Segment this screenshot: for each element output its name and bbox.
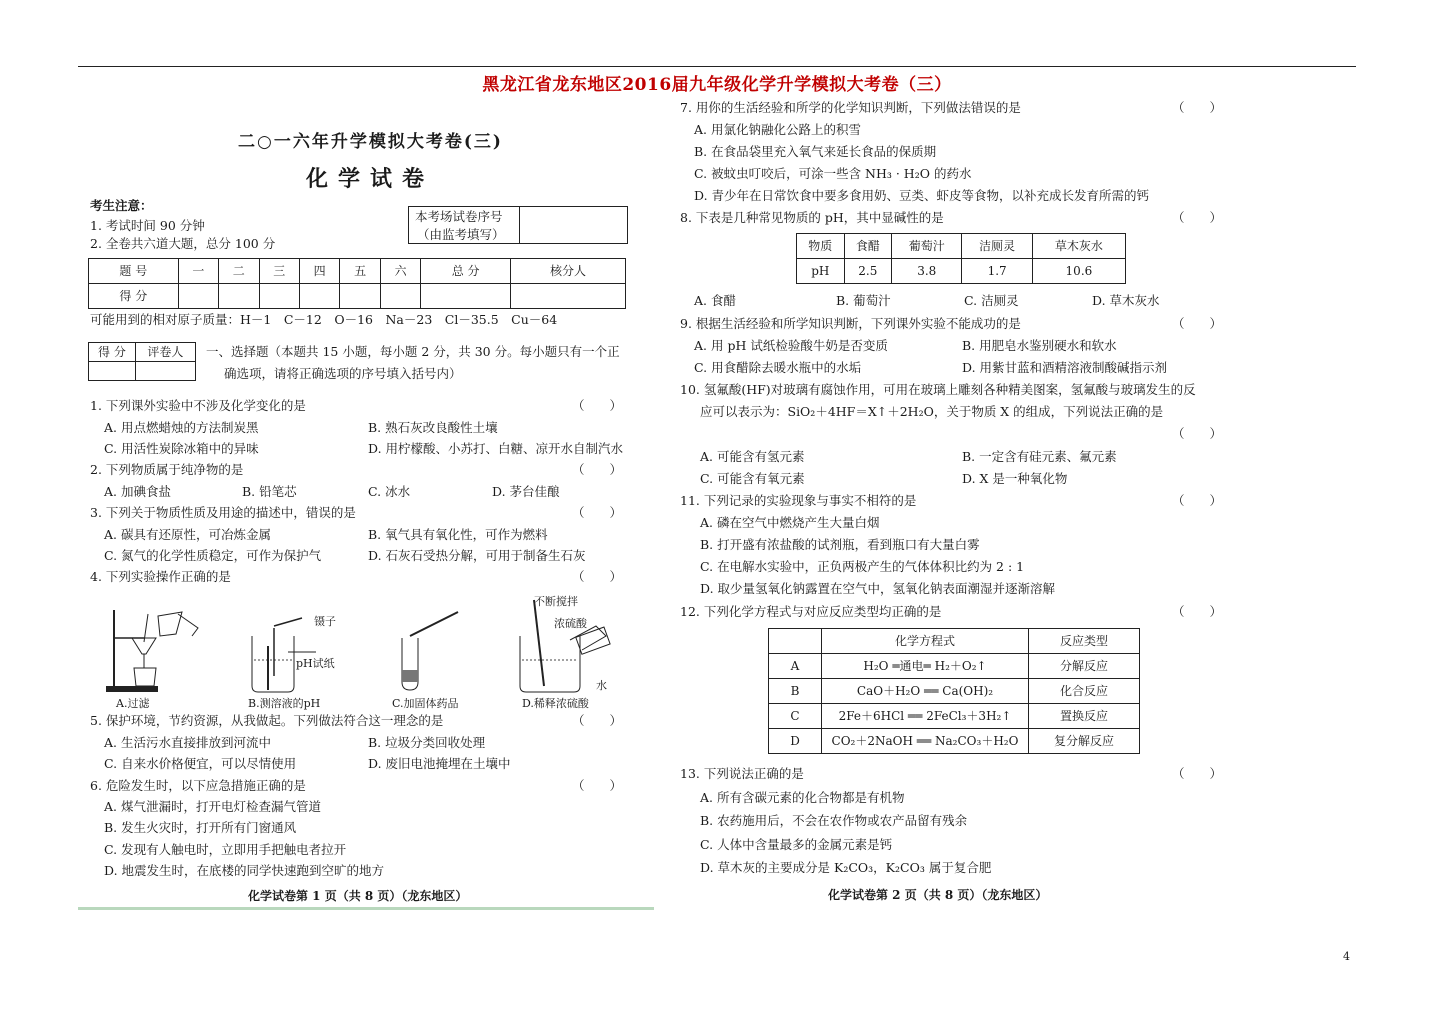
q9-option-a: A. 用 pH 试纸检验酸牛奶是否变质 (694, 338, 888, 353)
label-keep-stirring: 不断搅拌 (534, 595, 578, 608)
q3-option-d: D. 石灰石受热分解，可用于制备生石灰 (368, 548, 586, 563)
page-footer: 化学试卷第 1 页（共 8 页）（龙东地区） (248, 889, 468, 903)
equation-formula: H₂O ═通电═ H₂＋O₂↑ (822, 654, 1029, 679)
notice-heading: 考生注意： (90, 198, 153, 213)
answer-paren-12[interactable]: （ ） (1172, 604, 1223, 619)
q10-option-d: D. X 是一种氧化物 (962, 471, 1068, 486)
answer-paren-11[interactable]: （ ） (1172, 493, 1223, 508)
score-header-cell: 二 (219, 259, 259, 284)
question-13: 13. 下列说法正确的是 (680, 766, 804, 781)
ph-table-header: 物质 (797, 234, 845, 259)
equation-table-header: 化学方程式 (822, 629, 1029, 654)
ph-table-cell: pH (797, 259, 845, 284)
q2-option-c: C. 冰水 (368, 484, 411, 499)
q8-option-d: D. 草木灰水 (1092, 293, 1160, 308)
q13-option-b: B. 农药施用后，不会在农作物或农产品留有残余 (700, 813, 968, 828)
question-10: 10. 氢氟酸(HF)对玻璃有腐蚀作用，可用在玻璃上雕刻各种精美图案，氢氟酸与玻璃发生的反 (680, 382, 1196, 397)
q7-option-c: C. 被蚊虫叮咬后，可涂一些含 NH₃ · H₂O 的药水 (694, 166, 972, 181)
question-3: 3. 下列关于物质性质及用途的描述中，错误的是 (90, 505, 356, 520)
reaction-type: 化合反应 (1029, 679, 1140, 704)
score-header-cell: 六 (380, 259, 420, 284)
label-water: 水 (596, 679, 607, 692)
q5-option-d: D. 废旧电池掩埋在土壤中 (368, 756, 511, 771)
q10-option-c: C. 可能含有氧元素 (700, 471, 805, 486)
answer-paren-13[interactable]: （ ） (1172, 766, 1223, 781)
q11-option-c: C. 在电解水实验中，正负两极产生的气体体积比约为 2 : 1 (700, 559, 1025, 574)
question-12: 12. 下列化学方程式与对应反应类型均正确的是 (680, 604, 942, 619)
ph-table-header: 葡萄汁 (892, 234, 962, 259)
answer-paren-8[interactable]: （ ） (1172, 210, 1223, 225)
q3-option-c: C. 氮气的化学性质稳定，可作为保护气 (104, 548, 322, 563)
answer-paren-3[interactable]: （ ） (572, 505, 623, 520)
notice-total: 2. 全卷共六道大题，总分 100 分 (90, 236, 276, 251)
header-rule (78, 66, 1356, 67)
equation-table-header (769, 629, 822, 654)
right-page (668, 102, 1244, 910)
q4-option-a: A.过滤 (116, 697, 150, 710)
q10-option-b: B. 一定含有硅元素、氟元素 (962, 449, 1117, 464)
q1-option-c: C. 用活性炭除冰箱中的异味 (104, 441, 259, 456)
equation-table-header: 反应类型 (1029, 629, 1140, 654)
question-11: 11. 下列记录的实验现象与事实不相符的是 (680, 493, 917, 508)
equation-option: C (769, 704, 822, 729)
answer-paren-7[interactable]: （ ） (1172, 100, 1223, 115)
scan-edge-line (78, 907, 654, 910)
dilution-illustration (514, 596, 624, 696)
equation-formula: CaO＋H₂O ══ Ca(OH)₂ (822, 679, 1029, 704)
ph-table-cell: 2.5 (844, 259, 892, 284)
score-header-cell: 题 号 (89, 259, 179, 284)
notice-time: 1. 考试时间 90 分钟 (90, 218, 205, 233)
q4-option-b: B.测溶液的pH (248, 697, 321, 710)
label-conc-acid: 浓硫酸 (554, 617, 587, 630)
q7-option-d: D. 青少年在日常饮食中要多食用奶、豆类、虾皮等食物，以补充成长发育所需的钙 (694, 188, 1150, 203)
q8-option-a: A. 食醋 (694, 293, 736, 308)
answer-paren-6[interactable]: （ ） (572, 778, 623, 793)
left-page (78, 102, 654, 910)
label-ph-paper: pH试纸 (296, 657, 335, 670)
equation-formula: 2Fe＋6HCl ══ 2FeCl₃＋3H₂↑ (822, 704, 1029, 729)
question-1: 1. 下列课外实验中不涉及化学变化的是 (90, 398, 306, 413)
q8-option-b: B. 葡萄汁 (836, 293, 891, 308)
section1-heading: 一、选择题（本题共 15 小题，每小题 2 分，共 30 分。每小题只有一个正 (206, 344, 620, 359)
score-cell[interactable] (178, 284, 218, 309)
q11-option-b: B. 打开盛有浓盐酸的试剂瓶，看到瓶口有大量白雾 (700, 537, 980, 552)
q6-option-c: C. 发现有人触电时，立即用手把触电者拉开 (104, 842, 347, 857)
question-9: 9. 根据生活经验和所学知识判断，下列课外实验不能成功的是 (680, 316, 1021, 331)
q4-option-d: D.稀释浓硫酸 (522, 697, 589, 710)
q11-option-d: D. 取少量氢氧化钠露置在空气中，氢氧化钠表面潮湿并逐渐溶解 (700, 581, 1056, 596)
ph-table-header: 洁厕灵 (962, 234, 1032, 259)
q5-option-c: C. 自来水价格便宜，可以尽情使用 (104, 756, 297, 771)
q3-option-b: B. 氧气具有氧化性，可作为燃料 (368, 527, 548, 542)
answer-paren-4[interactable]: （ ） (572, 569, 623, 584)
equation-option: D (769, 729, 822, 754)
score-cell[interactable] (299, 284, 339, 309)
q2-option-d: D. 茅台佳酿 (492, 484, 560, 499)
q7-option-a: A. 用氯化钠融化公路上的积雪 (694, 122, 861, 137)
question-10-cont: 应可以表示为：SiO₂＋4HF＝X↑＋2H₂O，关于物质 X 的组成，下列说法正确的是 (700, 404, 1164, 419)
score-cell[interactable] (340, 284, 380, 309)
q2-option-b: B. 铅笔芯 (242, 484, 297, 499)
q8-option-c: C. 洁厕灵 (964, 293, 1019, 308)
score-cell[interactable] (259, 284, 299, 309)
answer-paren-5[interactable]: （ ） (572, 713, 623, 728)
q3-option-a: A. 碳具有还原性，可冶炼金属 (104, 527, 271, 542)
ph-table-cell: 10.6 (1032, 259, 1125, 284)
serial-label: 本考场试卷序号 (415, 209, 503, 224)
q9-option-d: D. 用紫甘蓝和酒精溶液制酸碱指示剂 (962, 360, 1168, 375)
q4-option-c: C.加固体药品 (392, 697, 459, 710)
score-cell[interactable] (219, 284, 259, 309)
score-row-label: 得 分 (89, 284, 179, 309)
q2-option-a: A. 加碘食盐 (104, 484, 171, 499)
ph-table-cell: 1.7 (962, 259, 1032, 284)
answer-paren-10[interactable]: （ ） (1172, 426, 1223, 441)
ph-table-cell: 3.8 (892, 259, 962, 284)
question-4: 4. 下列实验操作正确的是 (90, 569, 231, 584)
equation-option: A (769, 654, 822, 679)
q13-option-d: D. 草木灰的主要成分是 K₂CO₃，K₂CO₃ 属于复合肥 (700, 860, 992, 875)
ph-table (796, 233, 1126, 284)
grader-score-label: 得 分 (89, 343, 136, 362)
answer-paren-1[interactable]: （ ） (572, 398, 623, 413)
score-header-cell: 五 (340, 259, 380, 284)
equation-table (768, 628, 1140, 754)
grader-table (88, 342, 196, 381)
reaction-type: 置换反应 (1029, 704, 1140, 729)
equation-formula: CO₂＋2NaOH ══ Na₂CO₃＋H₂O (822, 729, 1029, 754)
q9-option-c: C. 用食醋除去暖水瓶中的水垢 (694, 360, 862, 375)
q13-option-c: C. 人体中含量最多的金属元素是钙 (700, 837, 893, 852)
equation-option: B (769, 679, 822, 704)
score-header-cell: 总 分 (421, 259, 511, 284)
grader-person-label: 评卷人 (135, 343, 195, 362)
ph-table-header: 食醋 (844, 234, 892, 259)
q5-option-a: A. 生活污水直接排放到河流中 (104, 735, 271, 750)
question-8: 8. 下表是几种常见物质的 pH，其中显碱性的是 (680, 210, 944, 225)
question-5: 5. 保护环境，节约资源，从我做起。下列做法符合这一理念的是 (90, 713, 444, 728)
score-cell[interactable] (510, 284, 625, 309)
page-number: 4 (1343, 950, 1350, 963)
q6-option-d: D. 地震发生时，在底楼的同学快速跑到空旷的地方 (104, 863, 385, 878)
document-title: 黑龙江省龙东地区2016届九年级化学升学模拟大考卷（三） (482, 75, 952, 95)
question-7: 7. 用你的生活经验和所学的化学知识判断，下列做法错误的是 (680, 100, 1021, 115)
q11-option-a: A. 磷在空气中燃烧产生大量白烟 (700, 515, 880, 530)
answer-paren-9[interactable]: （ ） (1172, 316, 1223, 331)
q7-option-b: B. 在食品袋里充入氧气来延长食品的保质期 (694, 144, 937, 159)
q1-option-a: A. 用点燃蜡烛的方法制炭黑 (104, 420, 259, 435)
score-header-cell: 一 (178, 259, 218, 284)
exam-subject-title: 化学试卷 (306, 166, 435, 192)
score-header-cell: 三 (259, 259, 299, 284)
answer-paren-2[interactable]: （ ） (572, 462, 623, 477)
section1-heading-cont: 确选项，请将正确选项的序号填入括号内） (224, 366, 462, 381)
score-cell[interactable] (421, 284, 511, 309)
serial-number-box (408, 206, 628, 244)
solid-addition-illustration (398, 608, 478, 694)
label-tweezers: 镊子 (314, 615, 336, 628)
q1-option-d: D. 用柠檬酸、小苏打、白糖、凉开水自制汽水 (368, 441, 624, 456)
reaction-type: 复分解反应 (1029, 729, 1140, 754)
question-2: 2. 下列物质属于纯净物的是 (90, 462, 244, 477)
filtration-illustration (104, 608, 204, 694)
reaction-type: 分解反应 (1029, 654, 1140, 679)
q5-option-b: B. 垃圾分类回收处理 (368, 735, 486, 750)
score-header-cell: 核分人 (510, 259, 625, 284)
score-table (88, 258, 626, 309)
serial-note: （由监考填写） (417, 227, 505, 242)
ph-table-header: 草木灰水 (1032, 234, 1125, 259)
atomic-masses: 可能用到的相对原子质量：H－1 C－12 O－16 Na－23 Cl－35.5 Cu－64 (90, 312, 558, 327)
question-6: 6. 危险发生时，以下应急措施正确的是 (90, 778, 306, 793)
score-header-cell: 四 (299, 259, 339, 284)
grader-score-cell[interactable] (89, 362, 136, 381)
q13-option-a: A. 所有含碳元素的化合物都是有机物 (700, 790, 905, 805)
grader-person-cell[interactable] (135, 362, 195, 381)
q6-option-a: A. 煤气泄漏时，打开电灯检查漏气管道 (104, 799, 321, 814)
q6-option-b: B. 发生火灾时，打开所有门窗通风 (104, 820, 297, 835)
q9-option-b: B. 用肥皂水鉴别硬水和软水 (962, 338, 1117, 353)
q1-option-b: B. 熟石灰改良酸性土壤 (368, 420, 498, 435)
exam-title: 二○一六年升学模拟大考卷(三) (238, 132, 503, 152)
page-footer: 化学试卷第 2 页（共 8 页）（龙东地区） (828, 888, 1048, 902)
score-cell[interactable] (380, 284, 420, 309)
q10-option-a: A. 可能含有氢元素 (700, 449, 805, 464)
